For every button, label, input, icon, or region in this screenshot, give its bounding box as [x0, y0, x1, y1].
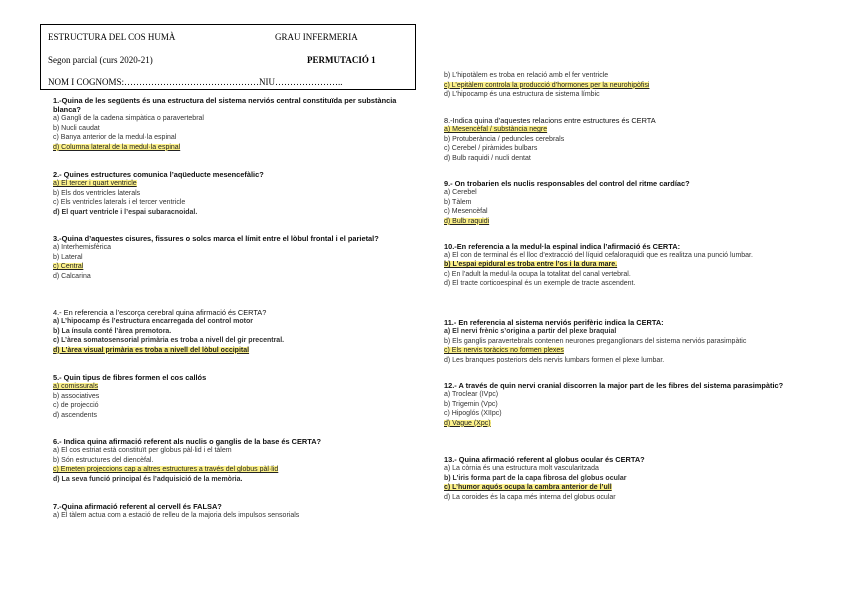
- question-title: 2.- Quines estructures comunica l’aqüeducte mesencefàlic?: [53, 170, 264, 179]
- exam-version: PERMUTACIÓ 1: [307, 55, 376, 65]
- option-d: d) Bulb raquidi / nucli dentat: [444, 154, 531, 162]
- correct-answer: d) Bulb raquidi: [444, 217, 490, 225]
- option-a: a) La còrnia és una estructura molt vascularitzada: [444, 465, 599, 472]
- option-d: d) El quart ventricle i l’espai subaracnoidal.: [53, 208, 198, 216]
- degree-title: GRAU INFERMERIA: [275, 32, 358, 42]
- exam-header: [40, 24, 416, 90]
- question-title: 8.-Indica quina d’aquestes relacions entre estructures és CERTA: [444, 116, 656, 125]
- question-title: 5.- Quin tipus de fibres formen el cos callós: [53, 373, 207, 382]
- question-title: 1.-Quina de les següents és una estructura del sistema nerviós central constituïda per substància blanca?: [53, 96, 397, 114]
- option-a: a) L’hipocamp és l’estructura encarregada del control motor: [53, 318, 253, 325]
- option-c: c) Mesencèfal: [444, 208, 488, 216]
- option-a: a) El tàlem actua com a estació de relleu de la majoria dels impulsos sensorials: [53, 512, 300, 519]
- question-8: [444, 116, 824, 163]
- option-a: a) Gangli de la cadena simpàtica o paravertebral: [53, 115, 204, 122]
- correct-answer: c) Central: [53, 263, 84, 271]
- option-b: b) associatives: [53, 392, 100, 400]
- option-a: a) El nervi frènic s’origina a partir del plexe braquial: [444, 328, 617, 335]
- option-c: c) Banya anterior de la medul·la espinal: [53, 134, 177, 142]
- option-b: b) L’hipotàlem es troba en relació amb el fer ventricle: [444, 72, 609, 79]
- question-10: [444, 242, 824, 289]
- question-7-continued: [444, 71, 824, 100]
- question-title: 4.- En referencia a l’escorça cerebral quina afirmació és CERTA?: [53, 308, 267, 317]
- correct-answer: c) Emeten projeccions cap a altres estructures a través del globus pàl·lid: [53, 466, 279, 474]
- question-3: [53, 234, 408, 281]
- question-1: [53, 96, 408, 152]
- option-b: b) L’iris forma part de la capa fibrosa del globus ocular: [444, 474, 627, 482]
- option-c: c) Cerebel / piràmides bulbars: [444, 145, 538, 153]
- correct-answer: a) El tercer i quart ventricle: [53, 180, 137, 187]
- option-a: a) El cos estriat està constituït per globus pàl·lid i el tàlem: [53, 447, 232, 454]
- question-4: [53, 308, 408, 355]
- option-c: c) L’àrea somatosensorial primària es troba a nivell del gir precentral.: [53, 337, 285, 345]
- question-title: 7.-Quina afirmació referent al cervell és FALSA?: [53, 502, 222, 511]
- question-title: 13.- Quina afirmació referent al globus ocular és CERTA?: [444, 455, 645, 464]
- option-b: b) Són estructures del diencèfal.: [53, 456, 154, 464]
- correct-answer: c) L’humor aquós ocupa la cambra anterior de l’ull: [444, 484, 612, 492]
- question-title: 10.-En referencia a la medul·la espinal indica l’afirmació és CERTA:: [444, 242, 681, 251]
- option-a: a) Interhemisfèrica: [53, 244, 111, 251]
- option-d: d) Les branques posteriors dels nervis lumbars formen el plexe lumbar.: [444, 356, 665, 364]
- option-d: d) ascendents: [53, 411, 97, 419]
- question-title: 6.- Indica quina afirmació referent als nuclis o ganglis de la base és CERTA?: [53, 437, 322, 446]
- option-b: b) Tàlem: [444, 198, 472, 206]
- question-9: [444, 179, 824, 226]
- option-c: c) Els ventricles laterals i el tercer ventricle: [53, 199, 186, 207]
- correct-answer: a) Mesencèfal / substància negre: [444, 126, 548, 133]
- option-b: b) Trigemin (Vpc): [444, 400, 498, 408]
- option-c: c) Hipoglós (XIIpc): [444, 410, 502, 418]
- exam-name: Segon parcial (curs 2020-21): [48, 55, 153, 65]
- option-b: b) Nucli caudat: [53, 124, 100, 132]
- question-13: [444, 455, 824, 502]
- question-title: 9.- On trobarien els nuclis responsables del control del ritme cardíac?: [444, 179, 690, 188]
- correct-answer: d) Vague (Xpc): [444, 419, 491, 427]
- correct-answer: d) Columna lateral de la medul·la espinal: [53, 143, 181, 151]
- option-d: d) Calcarina: [53, 272, 91, 280]
- question-title: 3.-Quina d’aquestes cisures, fissures o solcs marca el límit entre el lòbul frontal i el parietal?: [53, 234, 379, 243]
- subject-title: ESTRUCTURA DEL COS HUMÀ: [48, 32, 176, 42]
- correct-answer: c) Els nervis toràcics no formen plexes: [444, 347, 564, 355]
- option-d: d) La seva funció principal és l’adquisició de la memòria.: [53, 475, 243, 483]
- option-d: d) La coroides és la capa més interna del globus ocular: [444, 493, 616, 501]
- name-field-line: NOM I COGNOMS:………………………………………NIU…………………..: [48, 77, 343, 87]
- question-7: [53, 502, 408, 521]
- option-a: a) El con de terminal és el lloc d’extracció del líquid cefaloraquidi que es realitza una punció lumbar.: [444, 252, 753, 259]
- question-5: [53, 373, 408, 420]
- option-d: d) El tracte corticoespinal és un exemple de tracte ascendent.: [444, 280, 636, 288]
- question-11: [444, 318, 824, 365]
- correct-answer: b) L’espai epidural es troba entre l’os i la dura mare.: [444, 261, 618, 268]
- option-b: b) La ínsula conté l’àrea premotora.: [53, 327, 172, 335]
- correct-answer: d) L’àrea visual primària es troba a nivell del lòbul occipital: [53, 346, 250, 354]
- question-title: 11.- En referencia al sistema nerviós perifèric indica la CERTA:: [444, 318, 664, 327]
- question-title: 12.- A través de quin nervi cranial discorren la major part de les fibres del sistema parasimpàtic?: [444, 381, 784, 390]
- correct-answer: c) L’epitàlem controla la producció d’hormones per la neurohipòfisi: [444, 81, 650, 89]
- option-b: b) Lateral: [53, 253, 83, 261]
- option-a: a) Troclear (IVpc): [444, 391, 499, 398]
- option-b: b) Els dos ventricles laterals: [53, 189, 141, 197]
- question-12: [444, 381, 824, 428]
- question-2: [53, 170, 408, 217]
- option-d: d) L’hipocamp és una estructura de sistema límbic: [444, 91, 600, 99]
- correct-answer: a) comissurals: [53, 383, 99, 390]
- option-b: b) Els ganglis paravertebrals contenen neurones preganglionars del sistema nerviós parasimpàtic: [444, 337, 747, 345]
- option-c: c) de projecció: [53, 402, 99, 410]
- option-a: a) Cerebel: [444, 189, 477, 196]
- option-c: c) En l’adult la medul·la ocupa la totalitat del canal vertebral.: [444, 270, 631, 278]
- option-b: b) Protuberància / peduncles cerebrals: [444, 135, 565, 143]
- question-6: [53, 437, 408, 484]
